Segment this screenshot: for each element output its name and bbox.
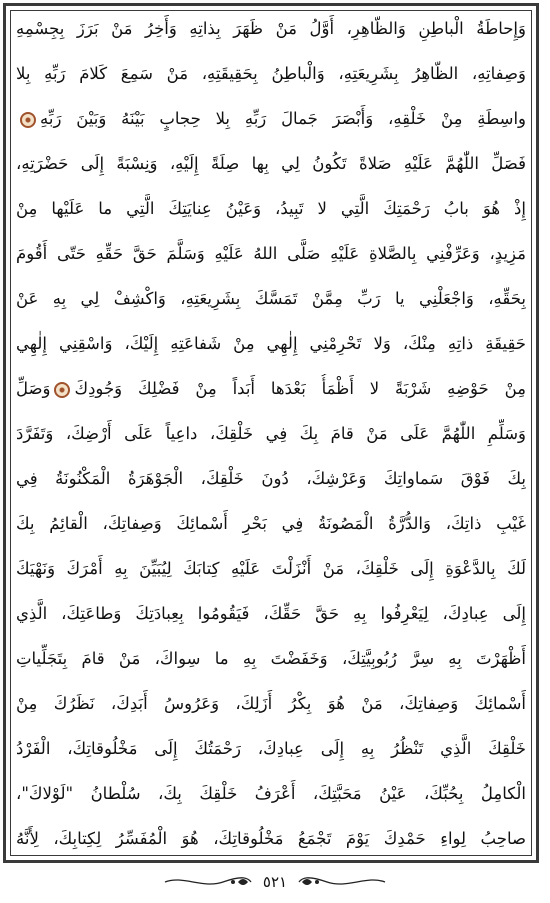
text-line: مَزِيدٍ، وَعَرِّفْنِي بِالصَّلاةِ عَلَيْهِ صَلَّى اللهُ عَلَيْهِ وَسَلَّمَ حَقَّ حَقِّهِ حَتّى أَقُومَ	[16, 244, 526, 263]
text-line: وَإِحاطَةُ الْباطِنِ وَالظّاهِرِ، أَوَّلُ مَنْ ظَهَرَ بِذاتِهِ وَأَخِرُ مَنْ بَرَزَ بِجِسْمِهِ	[16, 19, 526, 38]
text-line: بِحَقِّهِ، وَاجْعَلْنِي يا رَبِّ مِمَّنْ تَمَسَّكَ بِشَرِيعَتِهِ، وَاكْشِفْ لِي بِهِ عَنْ	[16, 289, 526, 308]
left-flourish-icon	[163, 875, 253, 889]
text-line: أَسْمائِكَ وَصِفاتِكَ، مَنْ هُوَ بِكْرُ أَزَلِكَ، وَعَرُوسُ أَبَدِكَ، نَظَرُكَ مِنْ	[16, 694, 526, 713]
text-line: خَلْقِكَ الَّذِي تَنْظُرُ بِهِ إِلَى عِبادِكَ، رَحْمَتُكَ إِلَى مَخْلُوقاتِكَ، الْفَرْدُ	[16, 739, 526, 758]
page-footer	[0, 868, 550, 896]
text-line: لَكَ بِالدَّعْوَةِ إِلَى خَلْقِكَ، مَنْ أَنْزَلْتَ عَلَيْهِ كِتابَكَ لِيُبَيِّنَ بِهِ أَمْرَكَ وَنَهْيَكَ	[16, 559, 526, 578]
rosette-ornament-icon	[54, 382, 70, 398]
text-line: فَصَلِّ اللّٰهُمَّ عَلَيْهِ صَلاةً تَكُونُ لِي بِها صِلَةً إِلَيْهِ، وَنِسْبَةً إِلَى حَضْرَتِهِ،	[16, 154, 526, 173]
text-line: صاحِبُ لِواءِ حَمْدِكَ يَوْمَ تَجْمَعُ مَخْلُوقاتِكَ، هُوَ الْمُفَسِّرُ لِكِتابِكَ، لِأَنَّهُ	[16, 829, 526, 848]
page-number: ٥٢١	[262, 873, 288, 891]
text-line: حَقِيقَةِ ذاتِهِ مِنْكَ، وَلا تَحْرِمْنِي إِلٰهِي مِنْ شَفاعَتِهِ إِلَيْكَ، وَاسْقِنِي إِلٰهِي	[16, 334, 526, 353]
arabic-text-block	[16, 14, 526, 854]
text-line: وَصِفاتِهِ، الظّاهِرُ بِشَرِيعَتِهِ، وَالْباطِنُ بِحَقِيقَتِهِ، مَنْ سَمِعَ كَلامَ رَبِّهِ بِلا	[16, 64, 526, 83]
text-line: وَسَلِّمِ اللّٰهُمَّ عَلَى مَنْ قامَ بِكَ فِي خَلْقِكَ، داعِياً عَلَى أَرْضِكَ، وَتَفَرَّدَ	[16, 424, 526, 443]
text-line: غَيْبِ ذاتِكَ، وَالدُّرَّةُ الْمَصُونَةُ فِي بَحْرِ أَسْمائِكَ وَصِفاتِكَ، الْقائِمُ بِكَ	[16, 514, 526, 533]
text-line: إِلَى عِبادِكَ، لِيَعْرِفُوا بِهِ حَقَّ حَقِّكَ، فَيَقُومُوا بِعِبادَتِكَ وَطاعَتِكَ، الَّذِي	[16, 604, 526, 623]
text-line: مِنْ حَوْضِهِ شَرْبَةً لا أَظْمَأُ بَعْدَها أَبَداً مِنْ فَضْلِكَ وَجُودِكَوَصَلِّ	[16, 379, 526, 398]
text-line: بِكَ فَوْقَ سَماواتِكَ وَعَرْشِكَ، دُونَ خَلْقِكَ، الْجَوْهَرَةُ الْمَكْنُونَةُ فِي	[16, 469, 526, 488]
rosette-ornament-icon	[20, 112, 36, 128]
right-flourish-icon	[297, 875, 387, 889]
text-line: واسِطَةِ مِنْ خَلْقِهِ، وَأَبْصَرَ جَمالَ رَبِّهِ بِلا حِجابٍ بَيْنَهُ وَبَيْنَ رَبِّهِ	[16, 104, 526, 134]
text-line: الْكامِلُ بِحُبِّكَ، عَيْنُ مَحَبَّتِكَ، أَعْرَفُ خَلْقِكَ بِكَ، سُلْطانُ "لَوْلاكَ"،	[16, 784, 526, 803]
text-line: إِذْ هُوَ بابُ رَحْمَتِكَ الَّتِي لا تَبِيدُ، وَعَيْنُ عِنايَتِكَ الَّتِي ما عَلَيْها مِنْ	[16, 199, 526, 218]
text-line: أَظْهَرْتَ بِهِ سِرَّ رُبُوبِيَّتِكَ، وَخَفَضْتَ بِهِ ما سِواكَ، مَنْ قامَ بِتَجَلِّياتِ	[16, 649, 526, 668]
